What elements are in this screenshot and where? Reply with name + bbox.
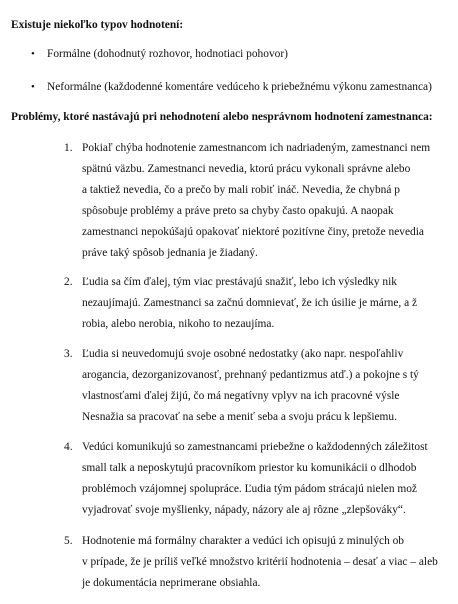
list-item-line: a taktiež nevedia, čo a prečo by mali robiť ináč. Nevedia, že chybná p	[82, 184, 400, 196]
list-item-line: vyjadrovať svoje myšlienky, nápady, názory ale aj rôzne „zlepšováky“.	[82, 504, 406, 516]
list-item-line: práve taký spôsob jednania je žiadaný.	[82, 247, 258, 259]
list-item-line: small talk a neposkytujú pracovníkom priestor ku komunikácii o dlhodob	[82, 462, 417, 474]
list-item-number: 3.	[64, 348, 73, 360]
list-item-line: Hodnotenie má formálny charakter a vedúci ich opisujú z minulých ob	[82, 535, 405, 547]
section-heading-types: Existuje niekoľko typov hodnotení:	[11, 19, 184, 31]
list-item-line: vlastnosťami ďalej žijú, čo má negatívny vplyv na ich pracovné výsle	[82, 390, 400, 402]
bullet-dot-icon: •	[31, 81, 35, 93]
list-item-line: spätnú väzbu. Zamestnanci nevedia, ktorú prácu vykonali správne alebo	[82, 163, 411, 175]
list-item-line: Nesnažia sa pracovať na sebe a meniť seba a svoju prácu k lepšiemu.	[82, 411, 397, 423]
bullet-item-formal: Formálne (dohodnutý rozhovor, hodnotiaci pohovor)	[47, 48, 288, 60]
list-item-line: robia, alebo nerobia, nikoho to nezaujíma.	[82, 318, 275, 330]
section-heading-problems: Problémy, ktoré nastávajú pri nehodnotení alebo nesprávnom hodnotení zamestnanca:	[11, 111, 433, 123]
list-item-line: zamestnanci nepokúšajú opakovať niektoré pozitívne činy, pretože nevedia	[82, 226, 424, 238]
list-item-line: nezaujímajú. Zamestnanci sa začnú domnievať, že ich úsilie je márne, a ž	[82, 297, 418, 309]
list-item-line: Pokiaľ chýba hodnotenie zamestnancom ich nadriadeným, zamestnanci nem	[82, 142, 431, 154]
list-item-line: Ľudia si neuvedomujú svoje osobné nedostatky (ako napr. nespoľahliv	[82, 348, 404, 360]
list-item-number: 2.	[64, 276, 73, 288]
list-item-number: 1.	[64, 142, 73, 154]
list-item-line: spôsobuje problémy a práve preto sa chyby často opakujú. A naopak	[82, 205, 394, 217]
list-item-line: Vedúci komunikujú so zamestnancami priebežne o každodenných záležitost	[82, 441, 428, 453]
list-item-line: je dokumentácia neprimerane obsiahla.	[82, 577, 261, 589]
list-item-number: 5.	[64, 535, 73, 547]
list-item-line: Ľudia sa čím ďalej, tým viac prestávajú snažiť, lebo ich výsledky nik	[82, 276, 397, 288]
bullet-dot-icon: •	[31, 48, 35, 60]
list-item-line: v prípade, že je príliš veľké množstvo kritérií hodnotenia – desať a viac – aleb	[82, 556, 438, 568]
list-item-line: arogancia, dezorganizovanosť, prehnaný pedantizmus atď.) a pokojne s tý	[82, 369, 419, 381]
list-item-line: problémoch vzájomnej spolupráce. Ľudia tým pádom strácajú nielen mož	[82, 483, 417, 495]
bullet-item-informal: Neformálne (každodenné komentáre vedúceho k priebežnému výkonu zamestnanca)	[47, 81, 432, 93]
list-item-number: 4.	[64, 441, 73, 453]
